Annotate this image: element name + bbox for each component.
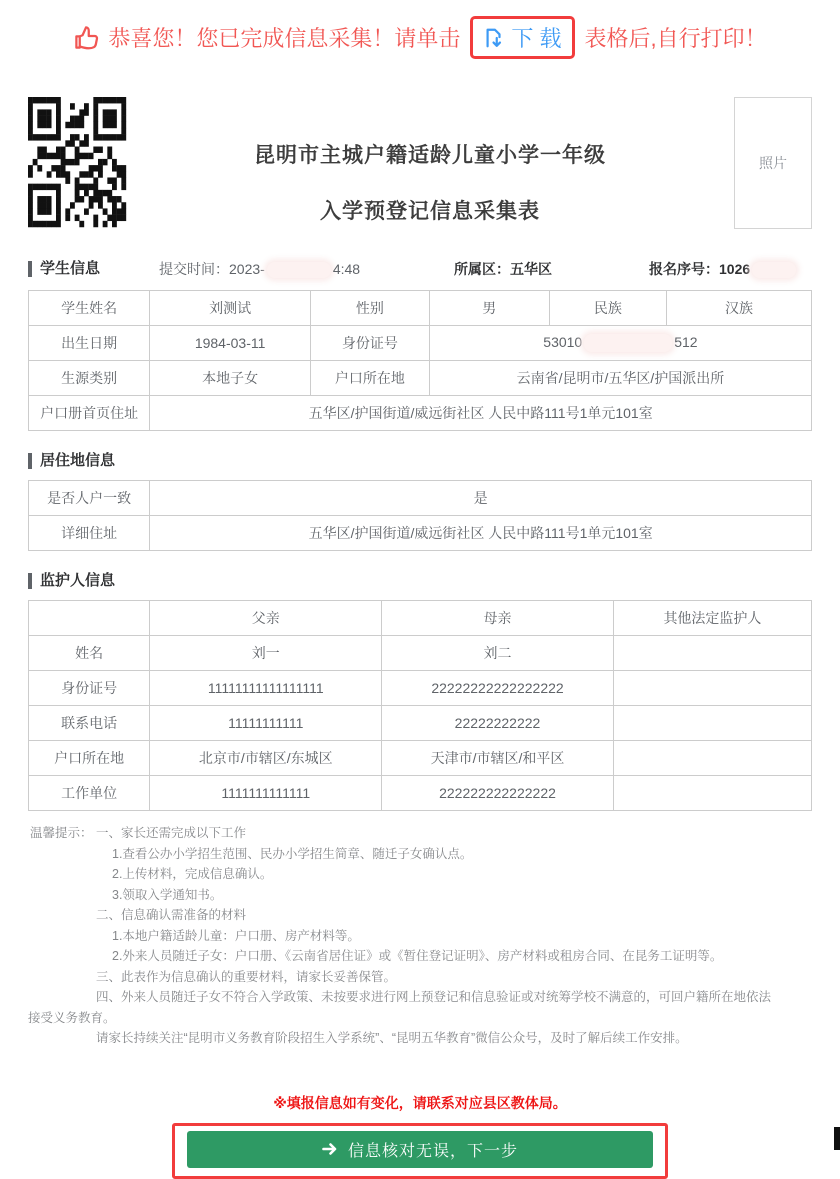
field-value: 222222222222222: [382, 776, 614, 811]
id-number-prefix: 53010: [543, 333, 583, 350]
field-value: [613, 671, 811, 706]
column-header: 母亲: [382, 601, 614, 636]
field-value: [429, 326, 811, 361]
submit-time: [159, 259, 454, 279]
field-value: 22222222222: [382, 706, 614, 741]
district: [454, 259, 649, 279]
guardian-table: [28, 600, 812, 811]
submit-time-label: 提交时间：: [159, 261, 229, 277]
change-warning-text: ※填报信息如有变化，请联系对应县区教体局。: [273, 1094, 567, 1111]
field-label: 身份证号: [29, 671, 150, 706]
download-button[interactable]: [470, 16, 574, 59]
table-row: [29, 396, 812, 431]
field-value: 刘二: [382, 636, 614, 671]
table-row: [29, 516, 812, 551]
field-label: 户口所在地: [29, 741, 150, 776]
field-value: [613, 706, 811, 741]
guardian-section-title: 监护人信息: [28, 573, 115, 589]
field-value: [613, 636, 811, 671]
registration-form-page: [0, 16, 840, 1162]
field-label: 工作单位: [29, 776, 150, 811]
redaction-blur: [584, 334, 672, 352]
field-value: 五华区/护国街道/威远街社区 人民中路111号1单元101室: [150, 396, 812, 431]
field-label: 户口册首页住址: [29, 396, 150, 431]
residence-section-title: 居住地信息: [28, 453, 115, 469]
field-value: 1984-03-11: [150, 326, 311, 361]
field-label: 民族: [549, 291, 666, 326]
serial-label: 报名序号：: [649, 261, 719, 277]
serial-number: [649, 259, 812, 279]
success-banner: [0, 16, 840, 59]
tip-line: 接受义务教育。: [28, 1010, 116, 1025]
column-header: 其他法定监护人: [613, 601, 811, 636]
tip-line: 1.本地户籍适龄儿童：户口册、房产材料等。: [112, 928, 360, 943]
field-value: 11111111111: [150, 706, 382, 741]
table-header-row: [29, 601, 812, 636]
student-section: [28, 259, 812, 431]
field-value: 是: [150, 481, 812, 516]
field-value: 刘一: [150, 636, 382, 671]
form-header: [28, 97, 812, 229]
tip-line: 二、信息确认需准备的材料: [96, 908, 247, 922]
residence-table: [28, 480, 812, 551]
tip-line: 2.上传材料，完成信息确认。: [112, 867, 273, 881]
student-table: [28, 290, 812, 431]
qr-code: [28, 97, 126, 227]
banner-text-after: 表格后,自行打印！: [584, 26, 767, 51]
thumbs-up-icon: [73, 24, 100, 51]
tip-line: 1.查看公办小学招生范围、民办小学招生简章、随迁子女确认点。: [112, 846, 473, 861]
field-value: [613, 776, 811, 811]
field-label: 身份证号: [310, 326, 429, 361]
tip-line: 一、家长还需完成以下工作: [96, 826, 247, 840]
tip-line: 四、外来人员随迁子女不符合入学政策、未按要求进行网上预登记和信息验证或对统筹学校不满意的，可回户籍所在地依法: [96, 990, 772, 1004]
tip-line: 三、此表作为信息确认的重要材料，请家长妥善保管。: [96, 969, 397, 984]
download-button-label: 下 载: [511, 26, 562, 51]
table-row: [29, 706, 812, 741]
photo-placeholder-label: 照片: [759, 155, 787, 171]
field-value: 刘测试: [150, 291, 311, 326]
tip-line: 3.领取入学通知书。: [112, 887, 223, 902]
next-step-button[interactable]: [187, 1131, 653, 1168]
form-title: [126, 97, 734, 225]
field-label: 详细住址: [29, 516, 150, 551]
field-label: 性别: [310, 291, 429, 326]
field-label: 出生日期: [29, 326, 150, 361]
column-header: [29, 601, 150, 636]
district-label: 所属区：: [454, 261, 510, 277]
submit-time-prefix: 2023-: [229, 261, 265, 277]
tips-label: 温馨提示：: [30, 826, 93, 840]
field-value: 汉族: [667, 291, 812, 326]
photo-placeholder: [734, 97, 812, 229]
field-value: 天津市/市辖区/和平区: [382, 741, 614, 776]
serial-prefix: 1026: [719, 261, 751, 277]
student-section-header: [28, 259, 812, 279]
table-row: [29, 636, 812, 671]
table-row: [29, 481, 812, 516]
next-button-highlight-box: [172, 1123, 668, 1179]
field-value: [613, 741, 811, 776]
field-value: 1111111111111: [150, 776, 382, 811]
field-value: 男: [429, 291, 549, 326]
field-label: 学生姓名: [29, 291, 150, 326]
scrollbar-thumb[interactable]: [834, 1127, 840, 1150]
guardian-section: [28, 573, 812, 811]
field-label: 联系电话: [29, 706, 150, 741]
form-title-line1: 昆明市主城户籍适龄儿童小学一年级: [254, 144, 606, 167]
guardian-section-header: [28, 573, 812, 589]
table-row: [29, 361, 812, 396]
district-value: 五华区: [510, 261, 552, 277]
field-value: 22222222222222222: [382, 671, 614, 706]
field-value: 11111111111111111: [150, 671, 382, 706]
id-number-suffix: 512: [674, 333, 698, 350]
field-label: 户口所在地: [310, 361, 429, 396]
student-section-title: 学生信息: [28, 261, 159, 277]
form-title-line2: 入学预登记信息采集表: [320, 200, 540, 223]
table-row: [29, 776, 812, 811]
field-label: 是否人户一致: [29, 481, 150, 516]
table-row: [29, 671, 812, 706]
field-label: 姓名: [29, 636, 150, 671]
field-value: 五华区/护国街道/威远街社区 人民中路111号1单元101室: [150, 516, 812, 551]
field-label: 生源类别: [29, 361, 150, 396]
field-value: 本地子女: [150, 361, 311, 396]
redaction-blur: [752, 262, 796, 278]
tips-section: [28, 823, 812, 1049]
column-header: 父亲: [150, 601, 382, 636]
tip-line: 请家长持续关注“昆明市义务教育阶段招生入学系统”、“昆明五华教育”微信公众号，及时了解后续工作安排。: [96, 1031, 688, 1045]
banner-text-before: 恭喜您！您已完成信息采集！请单击: [108, 26, 461, 51]
field-value: 云南省/昆明市/五华区/护国派出所: [429, 361, 811, 396]
next-step-button-label: 信息核对无误，下一步: [347, 1142, 518, 1160]
download-icon: [483, 27, 505, 49]
residence-section: [28, 453, 812, 551]
redaction-blur: [267, 262, 331, 278]
table-row: [29, 326, 812, 361]
submit-time-suffix: 4:48: [332, 261, 361, 277]
table-row: [29, 741, 812, 776]
tip-line: 2.外来人员随迁子女：户口册、《云南省居住证》或《暂住登记证明》、房产材料或租房合同、在昆务工证明等。: [112, 949, 723, 963]
residence-section-header: [28, 453, 812, 469]
field-value: 北京市/市辖区/东城区: [150, 741, 382, 776]
table-row: [29, 291, 812, 326]
arrow-right-icon: [322, 1142, 338, 1156]
